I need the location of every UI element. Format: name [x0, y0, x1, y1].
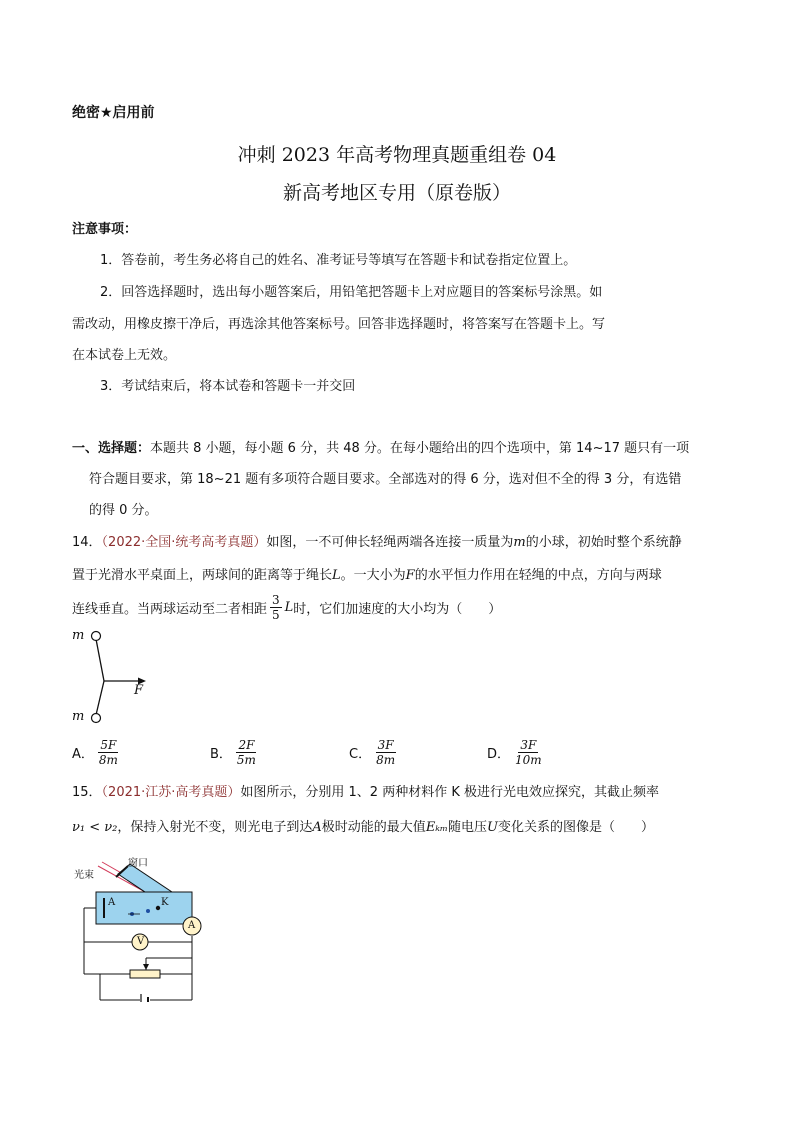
ball-top — [92, 632, 101, 641]
q14-text-1a: 如图，一不可伸长轻绳两端各连接一质量为 — [266, 535, 514, 550]
q14-var-F: F — [405, 568, 415, 583]
option-denominator: 8m — [376, 752, 396, 767]
ammeter-label: A — [188, 920, 196, 931]
option-denominator: 10m — [515, 752, 542, 767]
secret-label: 绝密★启用前 — [72, 105, 155, 121]
q15-line-1 — [72, 781, 659, 800]
q14-var-m: m — [513, 535, 526, 550]
q14-option-c[interactable] — [349, 734, 400, 770]
option-fraction — [513, 738, 544, 767]
cathode-label: K — [161, 897, 169, 908]
q15-var-Ekm: Eₖₘ — [425, 820, 449, 835]
q15-text-2e: 变化关系的图像是（ ） — [498, 820, 655, 835]
ball-bottom-label: m — [72, 709, 85, 724]
notice-heading: 注意事项： — [72, 222, 138, 237]
rheostat — [130, 970, 160, 978]
option-fraction — [235, 738, 258, 767]
q15-line-2 — [72, 816, 654, 835]
section-1-prefix: 一、选择题： — [72, 441, 151, 456]
notice-item-2-line-1: 2．回答选择题时，选出每小题答案后，用铅笔把答题卡上对应题目的答案标号涂黑。如 — [100, 285, 603, 300]
q14-option-a[interactable] — [72, 734, 123, 770]
ball-bottom — [92, 714, 101, 723]
q14-var-L2: L — [284, 599, 294, 615]
option-fraction — [97, 738, 120, 767]
q15-var-A: A — [312, 820, 322, 835]
q14-option-b[interactable] — [210, 734, 261, 770]
q14-line-1 — [72, 531, 682, 550]
notice-item-2-line-3: 在本试卷上无效。 — [72, 348, 177, 363]
electron-1 — [146, 909, 150, 913]
q14-option-d[interactable] — [487, 734, 547, 770]
q14-fraction — [270, 593, 282, 622]
rheostat-slider-head — [143, 964, 149, 970]
q15-text-2b: ，保持入射光不变，则光电子到达 — [117, 820, 313, 835]
page-title: 冲刺 2023 年高考物理真题重组卷 04 — [237, 144, 557, 166]
q14-number: 14． — [72, 535, 102, 550]
q14-fraction-numerator: 3 — [272, 592, 280, 607]
option-numerator: 3F — [377, 737, 394, 752]
force-label: F — [134, 683, 144, 698]
q15-text-2c: 极时动能的最大值 — [321, 820, 426, 835]
option-letter: B． — [210, 746, 232, 762]
q14-text-3b: 时，它们加速度的大小均为（ ） — [293, 601, 502, 617]
option-letter: C． — [349, 746, 372, 762]
option-fraction — [374, 738, 397, 767]
rope-lower — [96, 681, 104, 715]
section-1-text-1: 本题共 8 小题，每小题 6 分，共 48 分。在每小题给出的四个选项中，第 14~17 题只有一项 — [150, 441, 690, 456]
q14-text-3a: 连线垂直。当两球运动至二者相距 — [72, 601, 268, 617]
ball-top-label: m — [72, 628, 85, 643]
rope-upper — [96, 639, 104, 681]
q15-source: （2021·江苏·高考真题） — [101, 785, 241, 800]
q15-text-2d: 随电压 — [448, 820, 488, 835]
notice-item-2-line-2: 需改动，用橡皮擦干净后，再选涂其他答案标号。回答非选择题时，将答案写在答题卡上。写 — [72, 317, 606, 332]
q15-frequency-relation: ν₁ < ν₂ — [72, 820, 118, 835]
q14-text-2a: 置于光滑水平桌面上，两球间的距离等于绳长 — [72, 568, 333, 583]
option-denominator: 8m — [98, 752, 118, 767]
option-denominator: 5m — [236, 752, 256, 767]
option-numerator: 5F — [100, 737, 117, 752]
option-letter: D． — [487, 746, 511, 762]
q14-line-2 — [72, 564, 662, 583]
option-numerator: 3F — [520, 737, 537, 752]
section-1-line-1 — [72, 437, 689, 456]
window-label: 窗口 — [128, 858, 148, 869]
section-1-line-3: 的得 0 分。 — [89, 503, 158, 518]
option-letter: A． — [72, 746, 94, 762]
voltmeter-label: V — [137, 936, 145, 947]
section-1-line-2: 符合题目要求，第 18~21 题有多项符合题目要求。全部选对的得 6 分，选对但不全的得 3 分，有选错 — [89, 472, 682, 487]
light-beam-label: 光束 — [74, 870, 94, 881]
q15-var-U: U — [487, 820, 499, 835]
q14-text-2c: 的水平恒力作用在轻绳的中点，方向与两球 — [414, 568, 662, 583]
q14-fraction-denominator: 5 — [272, 607, 280, 622]
anode-label: A — [108, 897, 116, 908]
page-subtitle: 新高考地区专用（原卷版） — [282, 182, 511, 204]
q14-text-2b: 。一大小为 — [340, 568, 406, 583]
notice-item-1: 1．答卷前，考生务必将自己的姓名、准考证号等填写在答题卡和试卷指定位置上。 — [100, 253, 577, 268]
q15-number: 15． — [72, 785, 102, 800]
q14-line-3 — [72, 590, 501, 624]
q14-text-1b: 的小球，初始时整个系统静 — [525, 535, 682, 550]
option-numerator: 2F — [238, 737, 255, 752]
notice-item-3: 3．考试结束后，将本试卷和答题卡一并交回 — [100, 379, 356, 394]
q14-source: （2022·全国·统考高考真题） — [101, 535, 267, 550]
cathode — [156, 906, 160, 910]
q15-text-1: 如图所示，分别用 1、2 两种材料作 K 极进行光电效应探究，其截止频率 — [240, 785, 660, 800]
q14-var-L: L — [332, 568, 341, 583]
